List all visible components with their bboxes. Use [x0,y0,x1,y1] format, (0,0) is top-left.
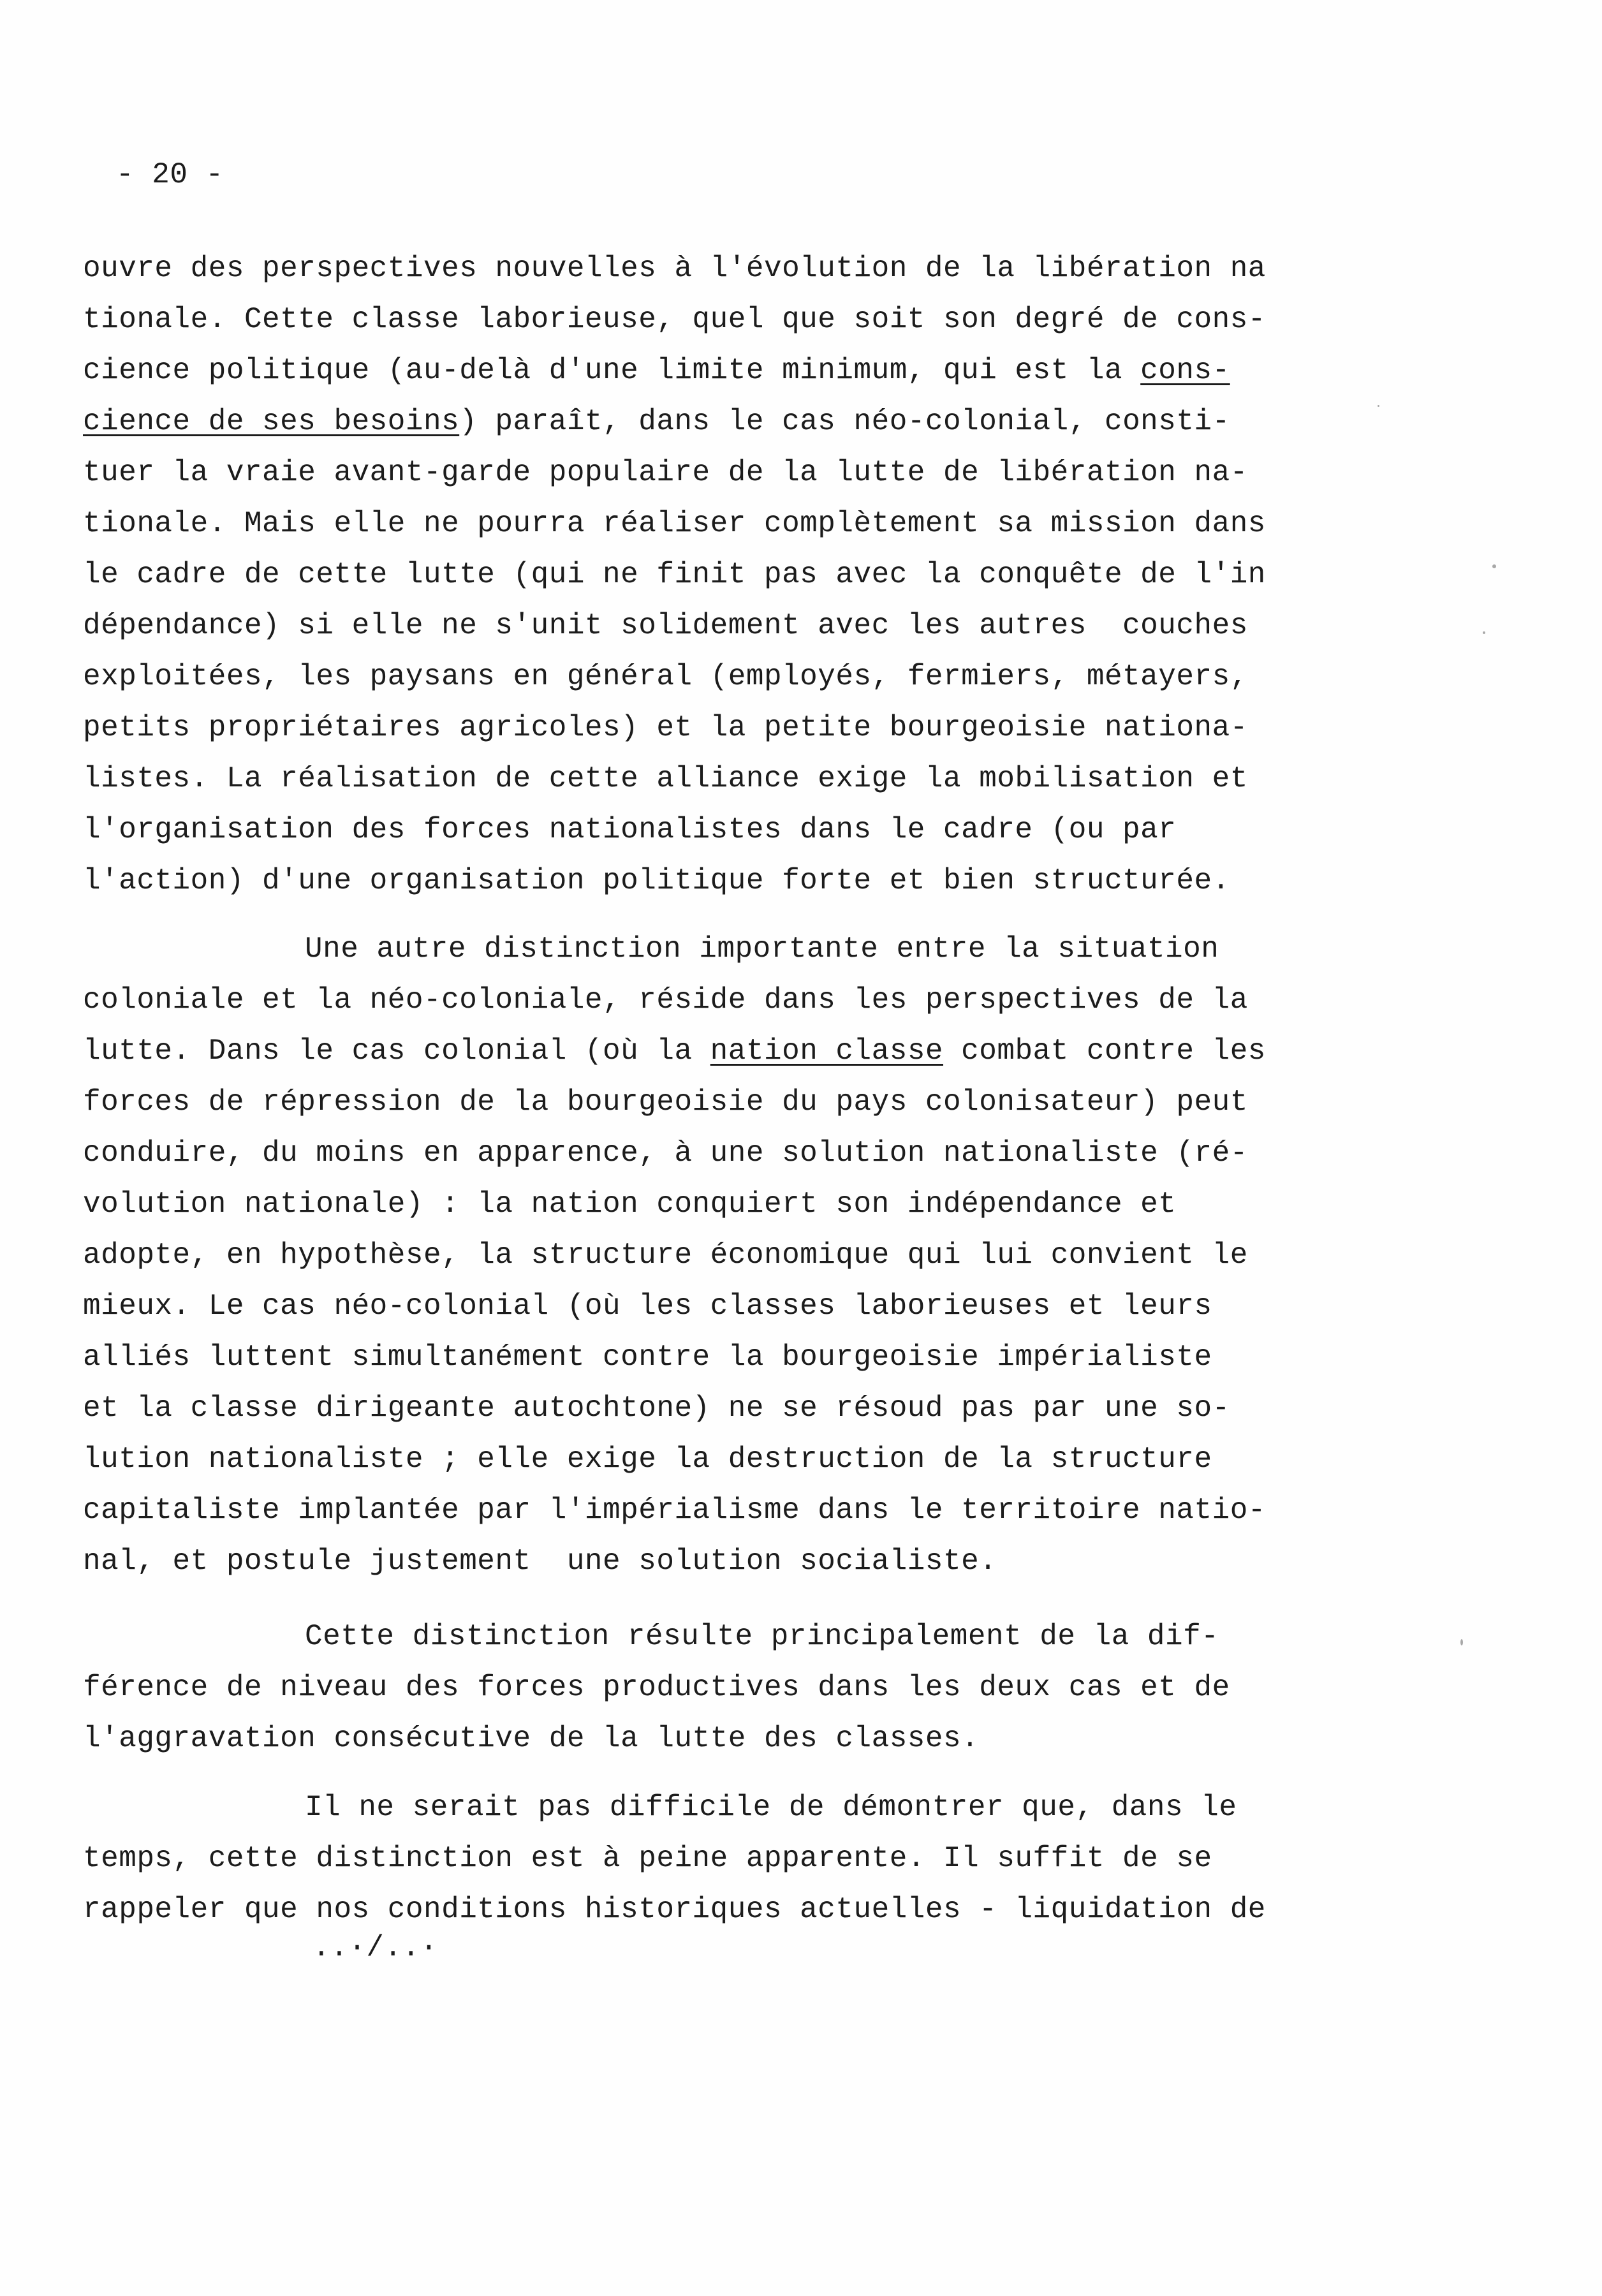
paragraph-1-line-13: l'action) d'une organisation politique forte et bien structurée. [83,864,1230,897]
paragraph-1-line-10: petits propriétaires agricoles) et la petite bourgeoisie nationa- [83,711,1248,744]
paragraph-1-line-4 [83,405,1230,438]
paragraph-1-line-12: l'organisation des forces nationalistes dans le cadre (ou par [83,813,1177,846]
paragraph-2-line-13: nal, et postule justement une solution socialiste. [83,1545,997,1578]
paragraph-2-line-2: coloniale et la néo-coloniale, réside dans les perspectives de la [83,983,1248,1017]
paragraph-2-line-8: mieux. Le cas néo-colonial (où les classes laborieuses et leurs [83,1290,1212,1323]
paragraph-2-line-7: adopte, en hypothèse, la structure économique qui lui convient le [83,1239,1248,1272]
paragraph-1-line-8: dépendance) si elle ne s'unit solidement avec les autres couches [83,609,1248,642]
paragraph-1-line-3-text: cience politique (au-delà d'une limite minimum, qui est la [83,354,1141,387]
paragraph-3-line-2: férence de niveau des forces productives dans les deux cas et de [83,1671,1230,1704]
paragraph-1-line-1: ouvre des perspectives nouvelles à l'évolution de la libération na [83,252,1266,285]
paragraph-1-line-6: tionale. Mais elle ne pourra réaliser complètement sa mission dans [83,507,1266,540]
paragraph-3-line-3: l'aggravation consécutive de la lutte des classes. [83,1722,980,1755]
scan-speck [1378,405,1379,407]
paragraph-4-line-1: Il ne serait pas difficile de démontrer que, dans le [305,1791,1237,1824]
scan-speck [1483,631,1485,634]
paragraph-2-line-6: volution nationale) : la nation conquiert son indépendance et [83,1188,1177,1221]
paragraph-1-line-4-text: ) paraît, dans le cas néo-colonial, consti- [459,405,1230,438]
paragraph-2-line-3-text-a: lutte. Dans le cas colonial (où la [83,1034,710,1068]
scan-speck [1492,564,1496,568]
underlined-text: cons- [1140,354,1230,387]
underlined-text: nation classe [710,1034,944,1068]
paragraph-2-line-4: forces de répression de la bourgeoisie du pays colonisateur) peut [83,1085,1248,1119]
scan-speck [1460,1639,1463,1645]
paragraph-2-line-10: et la classe dirigeante autochtone) ne se résoud pas par une so- [83,1392,1230,1425]
paragraph-2-line-11: lution nationaliste ; elle exige la destruction de la structure [83,1443,1212,1476]
underlined-text: cience de ses besoins [83,405,460,438]
paragraph-1-line-3 [83,354,1230,387]
paragraph-2-line-3 [83,1034,1266,1068]
paragraph-4-line-3: rappeler que nos conditions historiques actuelles - liquidation de [83,1893,1266,1926]
continuation-mark: ..·/..· [312,1931,438,1964]
paragraph-3-line-1: Cette distinction résulte principalement de la dif- [305,1620,1219,1653]
paragraph-1-line-2: tionale. Cette classe laborieuse, quel que soit son degré de cons- [83,303,1266,336]
paragraph-2-line-12: capitaliste implantée par l'impérialisme dans le territoire natio- [83,1494,1266,1527]
paragraph-1-line-5: tuer la vraie avant-garde populaire de la lutte de libération na- [83,456,1248,489]
paragraph-2-line-5: conduire, du moins en apparence, à une solution nationaliste (ré- [83,1137,1248,1170]
paragraph-4-line-2: temps, cette distinction est à peine apparente. Il suffit de se [83,1842,1212,1875]
paragraph-1-line-11: listes. La réalisation de cette alliance exige la mobilisation et [83,762,1248,795]
paragraph-1-line-7: le cadre de cette lutte (qui ne finit pas avec la conquête de l'in [83,558,1266,591]
paragraph-2-line-1: Une autre distinction importante entre la situation [305,932,1219,966]
paragraph-1-line-9: exploitées, les paysans en général (employés, fermiers, métayers, [83,660,1248,693]
page-number: - 20 - [116,158,224,191]
paragraph-2-line-9: alliés luttent simultanément contre la bourgeoisie impérialiste [83,1341,1212,1374]
paragraph-2-line-3-text-b: combat contre les [943,1034,1266,1068]
